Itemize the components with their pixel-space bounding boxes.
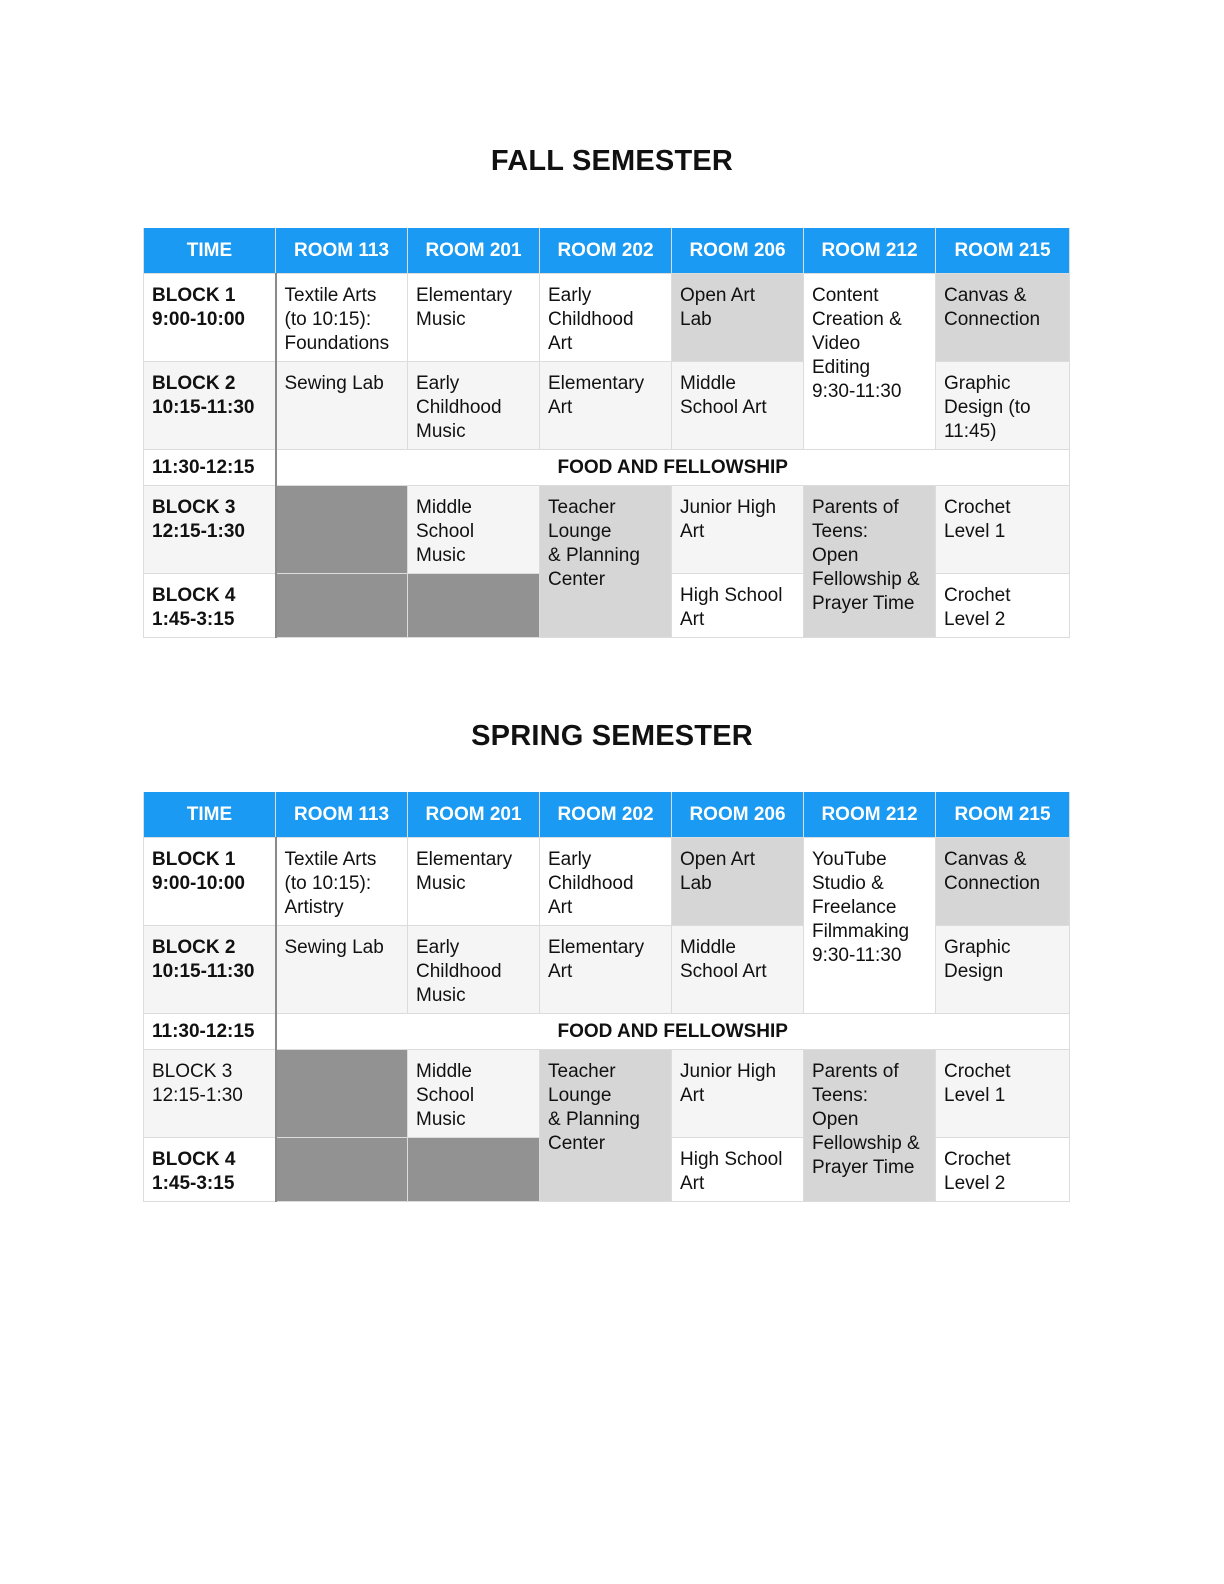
cell-block3-4-room212: Parents of Teens: Open Fellowship & Prayer Time — [804, 486, 936, 638]
cell-block4-room113-empty — [276, 574, 408, 638]
header-row — [144, 792, 1070, 838]
food-and-fellowship: FOOD AND FELLOWSHIP — [276, 1014, 1070, 1050]
cell-block4-room206: High School Art — [672, 574, 804, 638]
header-room-202: ROOM 202 — [540, 792, 672, 838]
block-3-row — [144, 1050, 1070, 1138]
cell-block2-room202: Elementary Art — [540, 926, 672, 1014]
cell-block2-room215: Graphic Design (to 11:45) — [936, 362, 1070, 450]
cell-block1-room113: Textile Arts (to 10:15): Foundations — [276, 274, 408, 362]
cell-block3-room215: Crochet Level 1 — [936, 486, 1070, 574]
header-room-215: ROOM 215 — [936, 792, 1070, 838]
header-room-202: ROOM 202 — [540, 228, 672, 274]
cell-block4-room206: High School Art — [672, 1138, 804, 1202]
cell-block1-room206: Open Art Lab — [672, 274, 804, 362]
cell-block2-room206: Middle School Art — [672, 362, 804, 450]
cell-block4-room113-empty — [276, 1138, 408, 1202]
cell-block1-room202: Early Childhood Art — [540, 274, 672, 362]
spring-schedule-table — [143, 792, 1070, 1202]
cell-block3-room113-empty — [276, 486, 408, 574]
cell-block3-room201: Middle School Music — [408, 1050, 540, 1138]
block-3-time: BLOCK 3 12:15-1:30 — [144, 1050, 276, 1138]
header-room-212: ROOM 212 — [804, 792, 936, 838]
header-room-113: ROOM 113 — [276, 792, 408, 838]
cell-block4-room201-empty — [408, 574, 540, 638]
header-room-201: ROOM 201 — [408, 228, 540, 274]
cell-block1-room201: Elementary Music — [408, 838, 540, 926]
cell-block3-room113-empty — [276, 1050, 408, 1138]
block-2-time: BLOCK 2 10:15-11:30 — [144, 362, 276, 450]
block-4-time: BLOCK 4 1:45-3:15 — [144, 1138, 276, 1202]
header-room-206: ROOM 206 — [672, 792, 804, 838]
cell-block1-room215: Canvas & Connection — [936, 838, 1070, 926]
cell-block1-room215: Canvas & Connection — [936, 274, 1070, 362]
fall-semester-title: FALL SEMESTER — [490, 145, 734, 177]
cell-block4-room215: Crochet Level 2 — [936, 1138, 1070, 1202]
cell-block1-room206: Open Art Lab — [672, 838, 804, 926]
block-3-time: BLOCK 3 12:15-1:30 — [144, 486, 276, 574]
header-room-113: ROOM 113 — [276, 228, 408, 274]
cell-block2-room113: Sewing Lab — [276, 362, 408, 450]
cell-block1-room202: Early Childhood Art — [540, 838, 672, 926]
cell-block4-room201-empty — [408, 1138, 540, 1202]
cell-block3-room201: Middle School Music — [408, 486, 540, 574]
header-room-215: ROOM 215 — [936, 228, 1070, 274]
cell-block2-room202: Elementary Art — [540, 362, 672, 450]
cell-block2-room201: Early Childhood Music — [408, 926, 540, 1014]
block-1-time: BLOCK 1 9:00-10:00 — [144, 274, 276, 362]
header-time: TIME — [144, 792, 276, 838]
header-room-201: ROOM 201 — [408, 792, 540, 838]
block-1-row — [144, 274, 1070, 362]
cell-block2-room215: Graphic Design — [936, 926, 1070, 1014]
fall-schedule-table — [143, 228, 1070, 638]
cell-block1-room201: Elementary Music — [408, 274, 540, 362]
cell-block4-room215: Crochet Level 2 — [936, 574, 1070, 638]
cell-block1-2-room212: Content Creation & Video Editing 9:30-11:30 — [804, 274, 936, 450]
lunch-row — [144, 1014, 1070, 1050]
header-row — [144, 228, 1070, 274]
block-2-time: BLOCK 2 10:15-11:30 — [144, 926, 276, 1014]
cell-block3-room206: Junior High Art — [672, 486, 804, 574]
cell-block2-room201: Early Childhood Music — [408, 362, 540, 450]
header-room-212: ROOM 212 — [804, 228, 936, 274]
block-1-time: BLOCK 1 9:00-10:00 — [144, 838, 276, 926]
cell-block1-room113: Textile Arts (to 10:15): Artistry — [276, 838, 408, 926]
cell-block1-2-room212: YouTube Studio & Freelance Filmmaking 9:30-11:30 — [804, 838, 936, 1014]
block-3-row — [144, 486, 1070, 574]
cell-block2-room113: Sewing Lab — [276, 926, 408, 1014]
cell-block3-4-room212: Parents of Teens: Open Fellowship & Prayer Time — [804, 1050, 936, 1202]
block-1-row — [144, 838, 1070, 926]
lunch-time: 11:30-12:15 — [144, 450, 276, 486]
spring-semester-title: SPRING SEMESTER — [471, 720, 753, 752]
cell-block3-room215: Crochet Level 1 — [936, 1050, 1070, 1138]
block-4-time: BLOCK 4 1:45-3:15 — [144, 574, 276, 638]
header-room-206: ROOM 206 — [672, 228, 804, 274]
lunch-row — [144, 450, 1070, 486]
cell-block3-room206: Junior High Art — [672, 1050, 804, 1138]
header-time: TIME — [144, 228, 276, 274]
cell-block3-4-room202: Teacher Lounge & Planning Center — [540, 1050, 672, 1202]
lunch-time: 11:30-12:15 — [144, 1014, 276, 1050]
cell-block3-4-room202: Teacher Lounge & Planning Center — [540, 486, 672, 638]
food-and-fellowship: FOOD AND FELLOWSHIP — [276, 450, 1070, 486]
cell-block2-room206: Middle School Art — [672, 926, 804, 1014]
